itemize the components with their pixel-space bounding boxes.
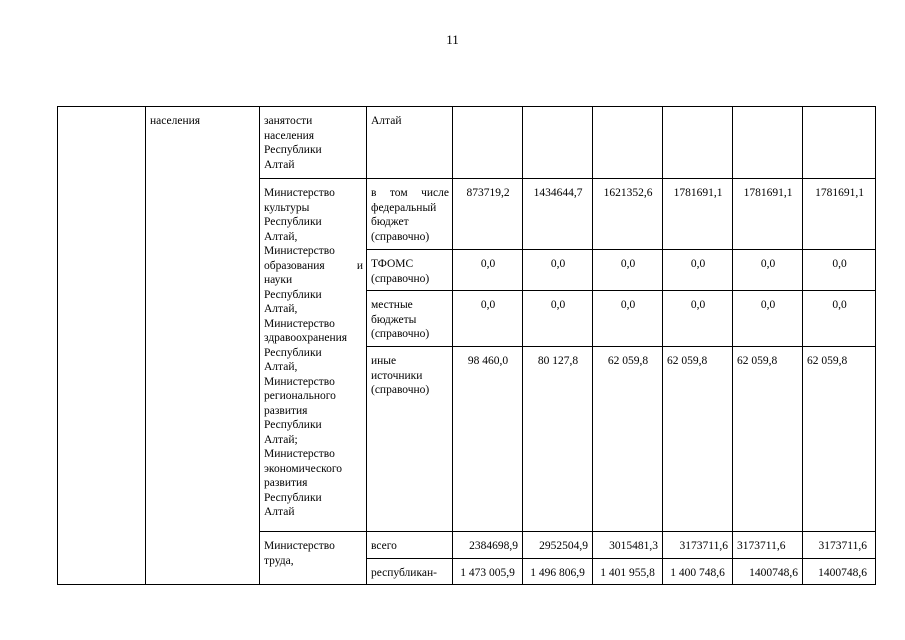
value-cell: 0,0	[663, 291, 733, 347]
program-cell: населения	[146, 107, 260, 585]
value-cell: 1400748,6	[733, 559, 803, 585]
row-number-cell	[58, 107, 146, 585]
value-cell: 1781691,1	[663, 179, 733, 250]
value-cell: 3173711,6	[803, 532, 876, 559]
value-cell: 0,0	[803, 250, 876, 291]
value-cell: 1621352,6	[593, 179, 663, 250]
value-cell: 2952504,9	[523, 532, 593, 559]
page-number: 11	[446, 32, 459, 47]
value-cell: 0,0	[453, 291, 523, 347]
value-cell: 3173711,6	[663, 532, 733, 559]
source-cell: всего	[367, 532, 453, 559]
value-cell: 1 400 748,6	[663, 559, 733, 585]
value-cell: 1434644,7	[523, 179, 593, 250]
executor-cell: Министерство труда,	[260, 532, 367, 585]
value-cell	[663, 107, 733, 179]
table-row	[58, 107, 876, 179]
value-cell	[803, 107, 876, 179]
executor-cell: Министерство культуры Республики Алтай, Министерство образования и науки Республики Алтай, Министерство здравоохранения Республики Алтай, Министерство регионального развития Республики Алтай; Министерство экономического развития Республики Алтай	[260, 179, 367, 532]
value-cell: 0,0	[733, 291, 803, 347]
source-cell: иные источники (справочно)	[367, 347, 453, 532]
value-cell: 1 401 955,8	[593, 559, 663, 585]
source-cell: республикан-	[367, 559, 453, 585]
source-cell: в том числе федеральный бюджет (справочно)	[367, 179, 453, 250]
value-cell: 62 059,8	[803, 347, 876, 532]
value-cell: 80 127,8	[523, 347, 593, 532]
value-cell: 0,0	[453, 250, 523, 291]
value-cell: 0,0	[733, 250, 803, 291]
value-cell: 62 059,8	[593, 347, 663, 532]
value-cell: 3015481,3	[593, 532, 663, 559]
value-cell: 0,0	[593, 291, 663, 347]
value-cell: 0,0	[803, 291, 876, 347]
value-cell: 62 059,8	[663, 347, 733, 532]
value-cell: 1781691,1	[803, 179, 876, 250]
executor-cell: занятости населения Республики Алтай	[260, 107, 367, 179]
value-cell: 0,0	[523, 250, 593, 291]
value-cell: 1781691,1	[733, 179, 803, 250]
value-cell	[523, 107, 593, 179]
value-cell: 3173711,6	[733, 532, 803, 559]
source-cell: местные бюджеты (справочно)	[367, 291, 453, 347]
value-cell: 98 460,0	[453, 347, 523, 532]
value-cell: 0,0	[523, 291, 593, 347]
value-cell	[453, 107, 523, 179]
value-cell: 873719,2	[453, 179, 523, 250]
funding-table	[57, 106, 876, 585]
value-cell: 1400748,6	[803, 559, 876, 585]
source-cell: ТФОМС (справочно)	[367, 250, 453, 291]
value-cell: 1 473 005,9	[453, 559, 523, 585]
value-cell: 2384698,9	[453, 532, 523, 559]
source-cell: Алтай	[367, 107, 453, 179]
value-cell	[593, 107, 663, 179]
value-cell: 0,0	[663, 250, 733, 291]
value-cell: 1 496 806,9	[523, 559, 593, 585]
value-cell	[733, 107, 803, 179]
value-cell: 62 059,8	[733, 347, 803, 532]
value-cell: 0,0	[593, 250, 663, 291]
